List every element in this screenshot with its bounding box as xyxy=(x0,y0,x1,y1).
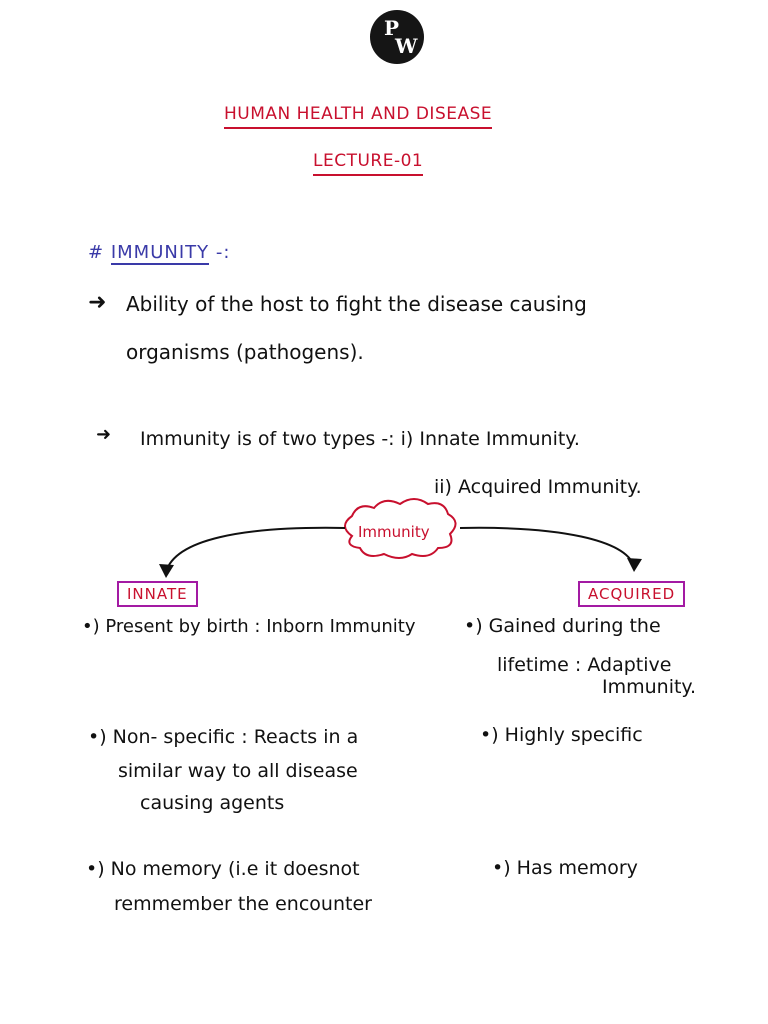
definition-line-2: organisms (pathogens). xyxy=(126,340,364,364)
innate-point-3-line-2: remmember the encounter xyxy=(114,893,372,915)
innate-point-1: •) Present by birth : Inborn Immunity xyxy=(82,616,416,637)
heading-text: IMMUNITY xyxy=(110,242,210,263)
logo-letter-w: W xyxy=(395,34,418,58)
logo-letter-p: P xyxy=(384,16,400,40)
acquired-point-1-line-3: Immunity. xyxy=(602,676,697,698)
innate-point-2-line-1: •) Non- specific : Reacts in a xyxy=(88,726,359,748)
acquired-point-3: •) Has memory xyxy=(492,857,638,879)
arrow-left-line xyxy=(166,528,345,572)
diagram-center-label: Immunity xyxy=(358,523,430,541)
innate-point-2-line-2: similar way to all disease xyxy=(118,760,358,782)
lecture-number: LECTURE-01 xyxy=(313,151,423,176)
types-intro: Immunity is of two types -: i) Innate Immunity. xyxy=(140,428,580,450)
acquired-point-1-line-2: lifetime : Adaptive xyxy=(497,654,672,676)
arrow-icon: ➜ xyxy=(96,424,112,445)
page-title: HUMAN HEALTH AND DISEASE xyxy=(224,104,492,129)
arrow-left-head xyxy=(159,564,174,578)
acquired-box: ACQUIRED xyxy=(578,581,685,607)
innate-point-2-line-3: causing agents xyxy=(140,792,285,814)
innate-box: INNATE xyxy=(117,581,198,607)
arrow-right-head xyxy=(627,558,642,572)
heading-hash: # xyxy=(88,242,105,263)
acquired-point-1-line-1: •) Gained during the xyxy=(464,615,661,637)
arrow-right-line xyxy=(460,528,634,566)
innate-point-3-line-1: •) No memory (i.e it doesnot xyxy=(86,858,360,880)
heading-suffix: -: xyxy=(215,242,231,263)
arrow-icon: ➜ xyxy=(88,290,107,315)
definition-line-1: Ability of the host to fight the disease causing xyxy=(126,292,587,316)
acquired-point-2: •) Highly specific xyxy=(480,724,643,746)
types-second: ii) Acquired Immunity. xyxy=(434,476,642,498)
